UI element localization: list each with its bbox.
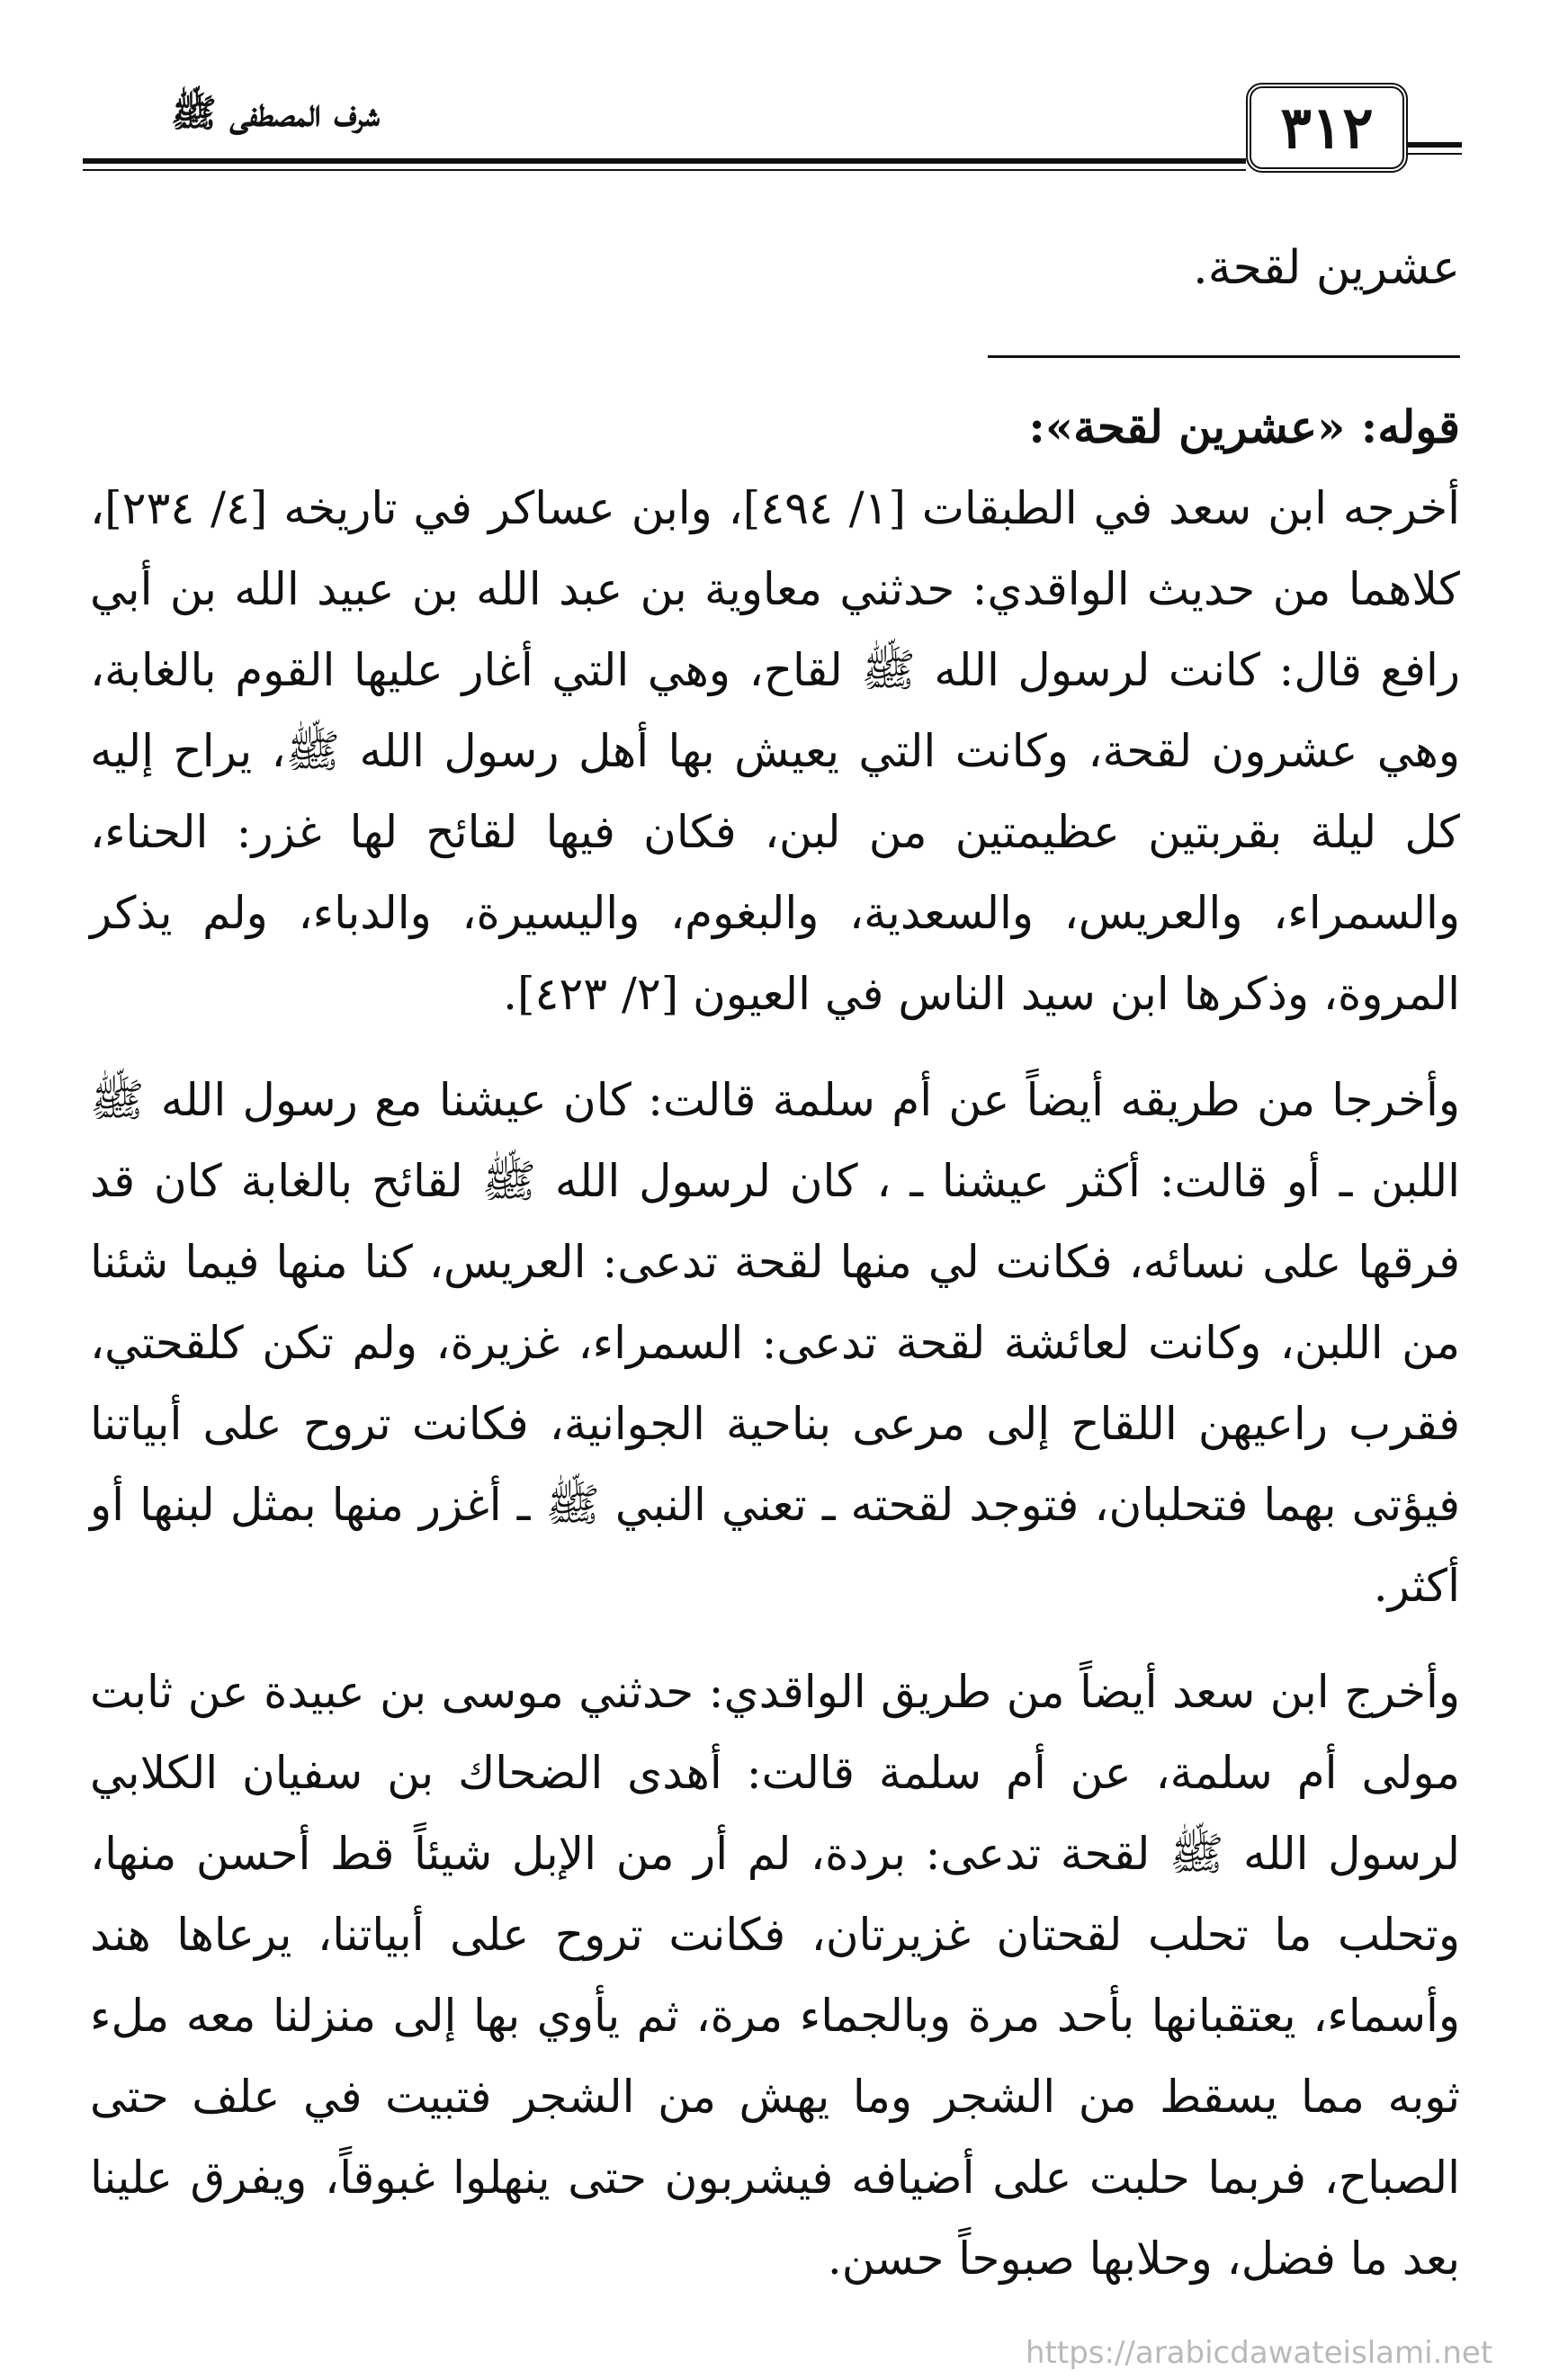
header-rule-right-thick (1408, 142, 1462, 148)
footnote-heading: قوله: «عشرين لقحة»: (1028, 400, 1460, 453)
header-rule-right-thin (1408, 153, 1462, 155)
running-title: شرف المصطفى ﷺ (170, 91, 380, 135)
header-rule-thin (83, 169, 1246, 171)
footnote-paragraph-2: وأخرجا من طريقه أيضاً عن أم سلمة قالت: كان عيشنا مع رسول الله ﷺ اللبن ـ أو قالت: أكثر عيشنا ـ ، كان لرسول الله ﷺ لقائح بالغابة كان قد فرقها على نسائه، فكانت لي منها لقحة تدعى: العريس، كنا منها فيما شئنا من اللبن، وكانت لعائشة لقحة تدعى: السمراء، غزيرة، ولم تكن كلقحتي، فقرب راعيهن اللقاح إلى مرعى بناحية الجوانية، فكانت تروح على أبياتنا فيؤتى بهما فتحلبان، فتوجد لقحته ـ تعني النبي ﷺ ـ أغزر منها بمثل لبنها أو أكثر. (90, 1074, 1460, 1612)
footnote-section (90, 387, 1460, 2324)
watermark-url: https://arabicdawateislami.net (1026, 2335, 1493, 2371)
footnote-paragraph-3: وأخرج ابن سعد أيضاً من طريق الواقدي: حدثني موسى بن عبيدة عن ثابت مولى أم سلمة، عن أم سلمة قالت: أهدى الضحاك بن سفيان الكلابي لرسول الله ﷺ لقحة تدعى: بردة، لم أر من الإبل شيئاً قط أحسن منها، وتحلب ما تحلب لقحتان غزيرتان، فكانت تروح على أبياتنا، يرعاها هند وأسماء، يعتقبانها بأحد مرة وبالجماء مرة، ثم يأوي بها إلى منزلنا معه ملء ثوبه مما يسقط من الشجر وما يهش من الشجر فتبيت في علف حتى الصباح، فربما حلبت على أضيافه فيشربون حتى ينهلوا غبوقاً، ويفرق علينا بعد ما فضل، وحلابها صبوحاً حسن. (90, 1666, 1460, 2285)
header-rule-thick (83, 158, 1246, 164)
footnote-divider (988, 355, 1460, 358)
page-number: ٣١٢ (1246, 83, 1408, 173)
main-text-carry-over: عشرين لقحة. (1193, 241, 1460, 295)
footnote-paragraph-1: أخرجه ابن سعد في الطبقات [١/ ٤٩٤]، وابن عساكر في تاريخه [٤/ ٢٣٤]، كلاهما من حديث الواقدي: حدثني معاوية بن عبد الله بن عبيد الله بن أبي رافع قال: كانت لرسول الله ﷺ لقاح، وهي التي أغار عليها القوم بالغابة، وهي عشرون لقحة، وكانت التي يعيش بها أهل رسول الله ﷺ، يراح إليه كل ليلة بقربتين عظيمتين من لبن، فكان فيها لقائح لها غزر: الحناء، والسمراء، والعريس، والسعدية، والبغوم، واليسيرة، والدباء، ولم يذكر المروة، وذكرها ابن سيد الناس في العيون [٢/ ٤٢٣]. (90, 482, 1460, 1020)
